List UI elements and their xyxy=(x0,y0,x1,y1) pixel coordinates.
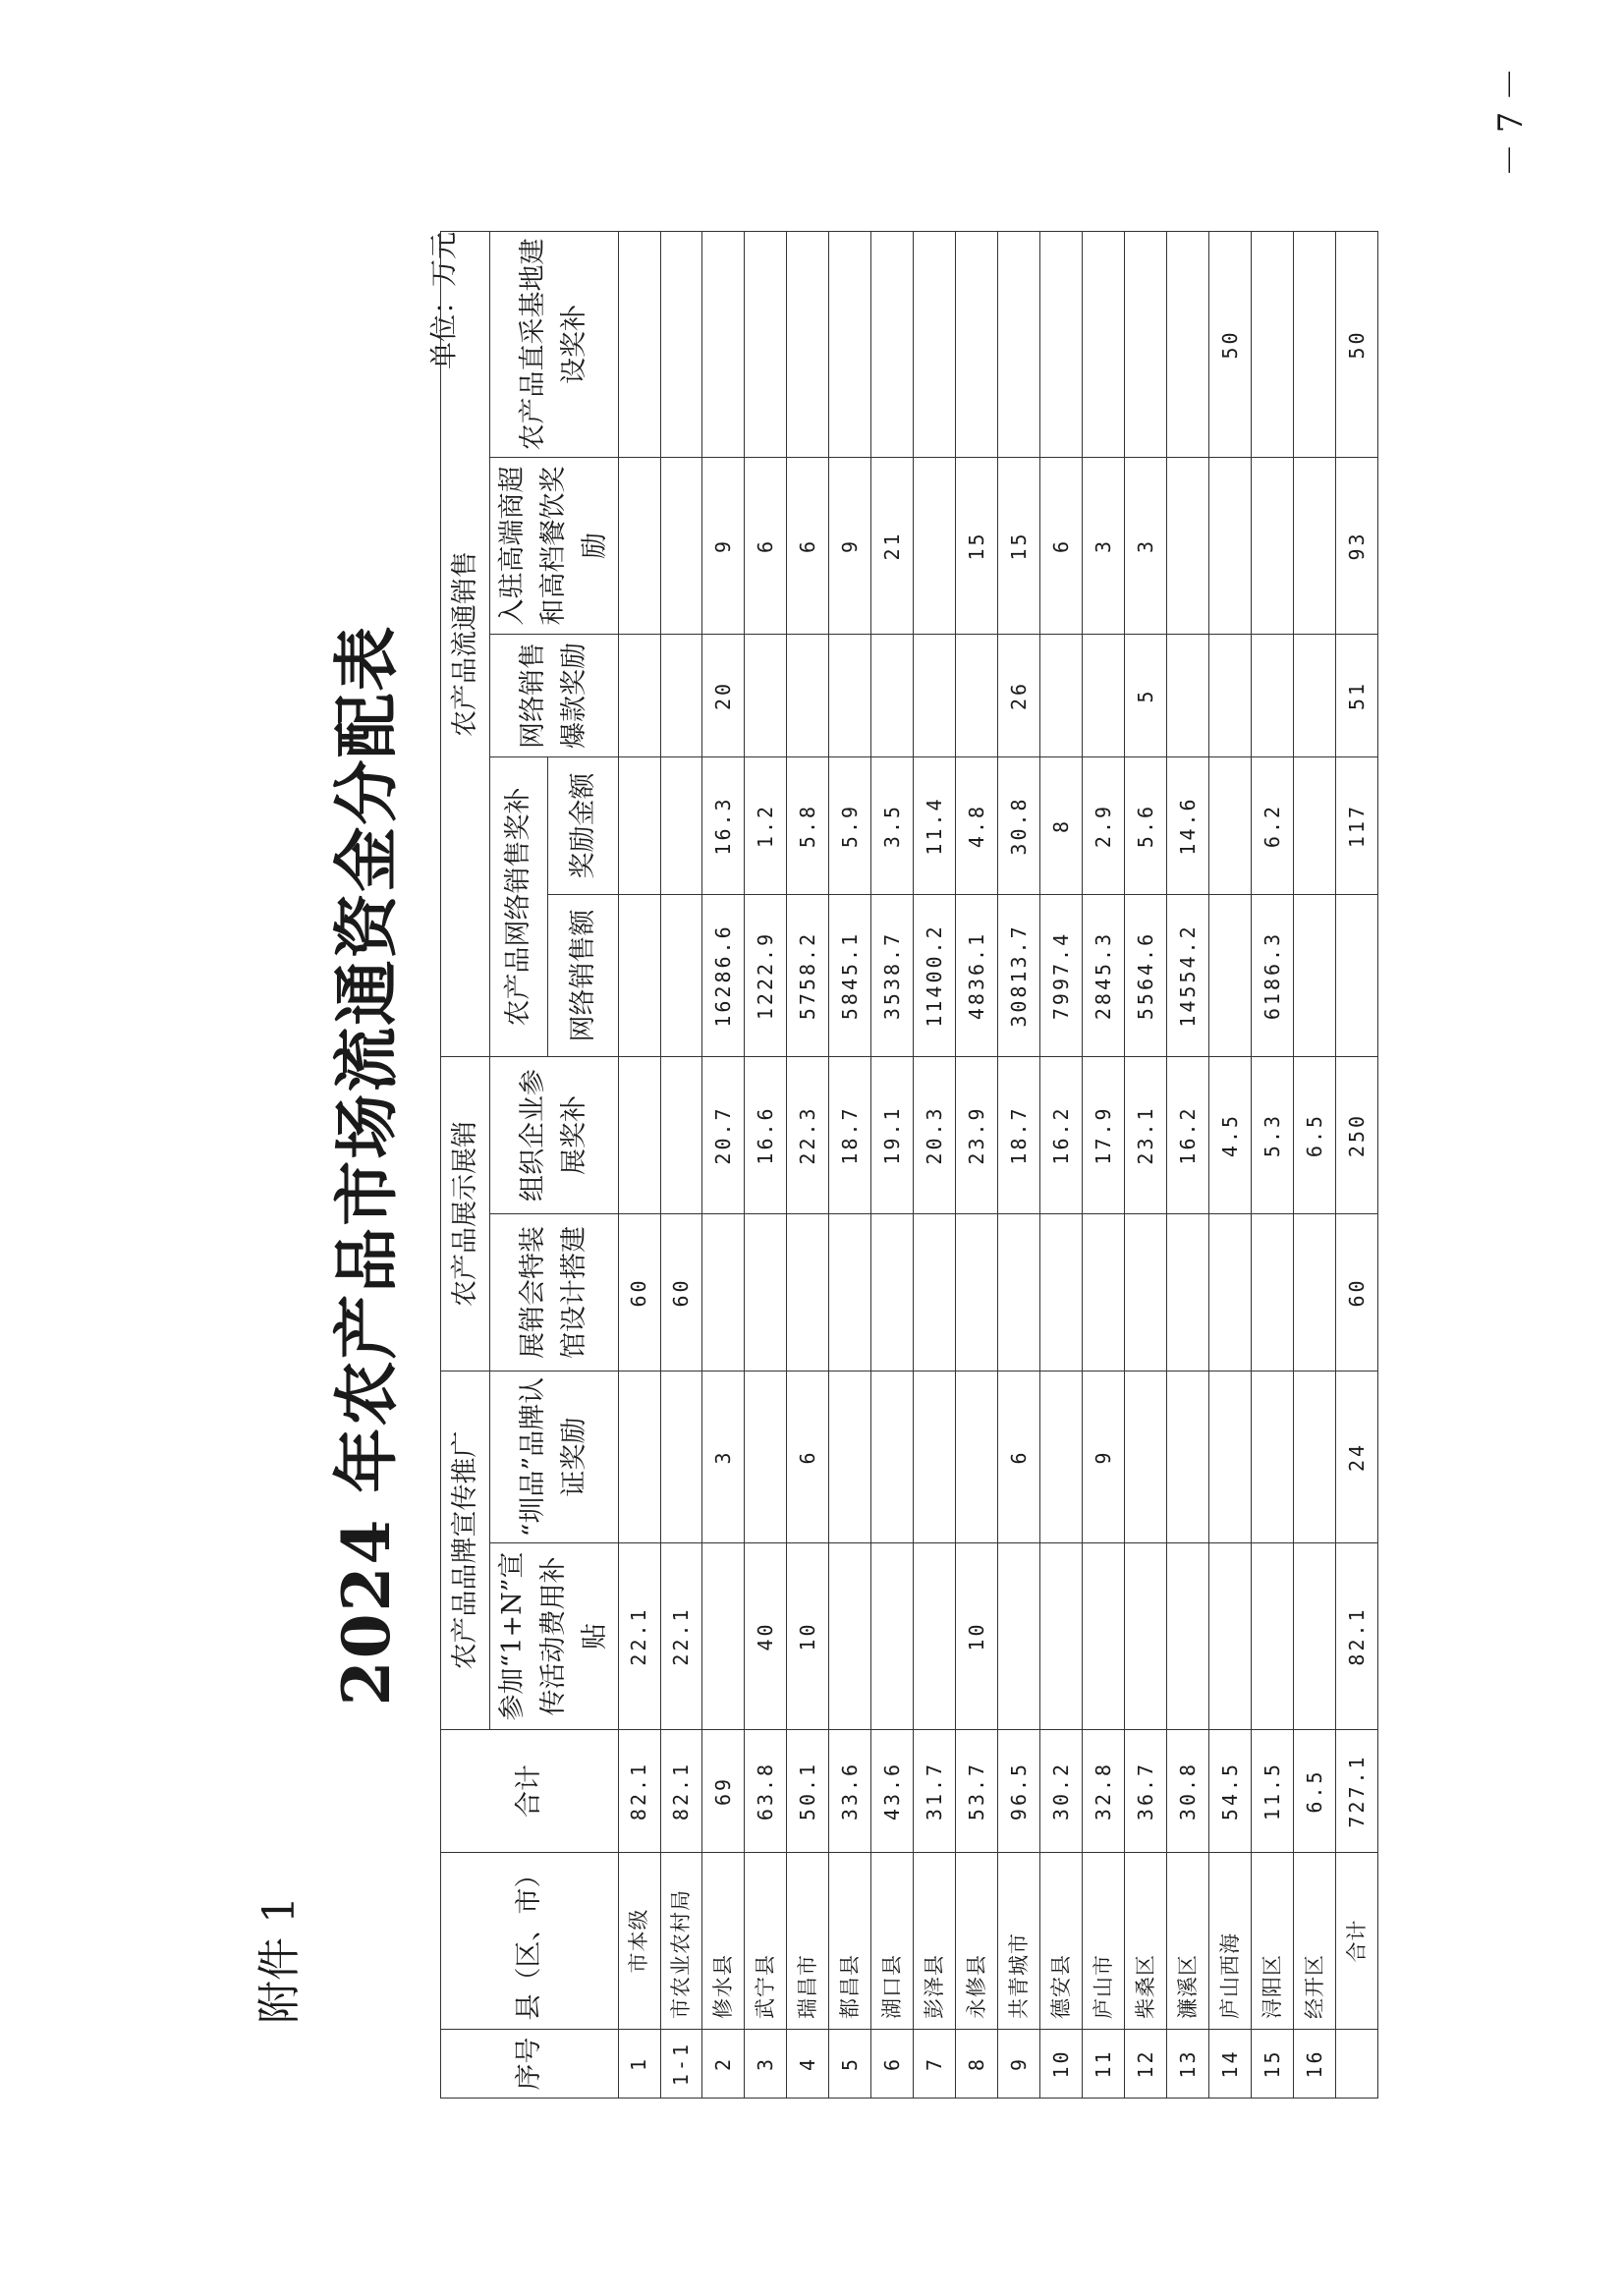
cell-sales: 4836.1 xyxy=(956,895,998,1057)
header-online-sales: 网络销售额 xyxy=(548,895,618,1057)
cell-sales: 6186.3 xyxy=(1252,895,1294,1057)
cell-pavilion xyxy=(1040,1214,1083,1371)
cell-1n: 22.1 xyxy=(660,1543,702,1730)
cell-xun xyxy=(618,1371,660,1543)
cell-total: 43.6 xyxy=(871,1730,914,1853)
cell-market: 9 xyxy=(702,458,745,635)
cell-hot xyxy=(871,635,914,757)
cell-pavilion xyxy=(1167,1214,1209,1371)
cell-expo: 17.9 xyxy=(1083,1057,1125,1214)
table-row xyxy=(1294,231,1336,2098)
cell-base: 50 xyxy=(1209,231,1252,457)
cell-1n xyxy=(914,1543,956,1730)
cell-county: 市本级 xyxy=(618,1853,660,2030)
cell-total: 33.6 xyxy=(829,1730,871,1853)
cell-hot: 20 xyxy=(702,635,745,757)
cell-xun xyxy=(914,1371,956,1543)
cell-market xyxy=(660,458,702,635)
cell-base xyxy=(618,231,660,457)
header-base-subsidy: 农产品直采基地建设奖补 xyxy=(490,231,619,457)
cell-base xyxy=(1252,231,1294,457)
table-row xyxy=(829,231,871,2098)
cell-seq: 13 xyxy=(1167,2030,1209,2099)
cell-xun xyxy=(660,1371,702,1543)
table-row xyxy=(956,231,998,2098)
table-row xyxy=(998,231,1040,2098)
cell-total: 82.1 xyxy=(660,1730,702,1853)
cell-county: 浔阳区 xyxy=(1252,1853,1294,2030)
cell-total: 31.7 xyxy=(914,1730,956,1853)
cell-sales: 14554.2 xyxy=(1167,895,1209,1057)
cell-county: 瑞昌市 xyxy=(787,1853,829,2030)
cell-expo: 19.1 xyxy=(871,1057,914,1214)
cell-hot xyxy=(618,635,660,757)
cell-market: 15 xyxy=(998,458,1040,635)
cell-expo: 16.6 xyxy=(745,1057,787,1214)
cell-base xyxy=(998,231,1040,457)
header-market-award: 入驻高端商超和高档餐饮奖励 xyxy=(490,458,619,635)
cell-base xyxy=(1083,231,1125,457)
cell-total: 32.8 xyxy=(1083,1730,1125,1853)
cell-sales: 30813.7 xyxy=(998,895,1040,1057)
header-1n-subsidy: 参加“1+N”宣传活动费用补贴 xyxy=(490,1543,619,1730)
cell-sales xyxy=(1294,895,1336,1057)
header-group-brand: 农产品品牌宣传推广 xyxy=(441,1371,490,1730)
cell-xun xyxy=(829,1371,871,1543)
cell-award: 2.9 xyxy=(1083,757,1125,895)
cell-total: 6.5 xyxy=(1294,1730,1336,1853)
cell-1n xyxy=(1294,1543,1336,1730)
cell-1n: 82.1 xyxy=(1336,1543,1378,1730)
cell-pavilion xyxy=(1125,1214,1167,1371)
cell-seq: 1 xyxy=(618,2030,660,2099)
table-row xyxy=(787,231,829,2098)
cell-base xyxy=(702,231,745,457)
cell-award: 3.5 xyxy=(871,757,914,895)
cell-market: 6 xyxy=(1040,458,1083,635)
cell-expo: 16.2 xyxy=(1167,1057,1209,1214)
cell-sales: 5564.6 xyxy=(1125,895,1167,1057)
cell-county: 合计 xyxy=(1336,1853,1378,2030)
cell-market xyxy=(1209,458,1252,635)
cell-pavilion xyxy=(745,1214,787,1371)
cell-seq: 12 xyxy=(1125,2030,1167,2099)
cell-county: 永修县 xyxy=(956,1853,998,2030)
cell-1n xyxy=(1125,1543,1167,1730)
table-row xyxy=(1167,231,1209,2098)
cell-1n xyxy=(1083,1543,1125,1730)
cell-seq: 16 xyxy=(1294,2030,1336,2099)
cell-base xyxy=(745,231,787,457)
cell-total: 53.7 xyxy=(956,1730,998,1853)
cell-sales xyxy=(1336,895,1378,1057)
table-row xyxy=(1209,231,1252,2098)
cell-award: 1.2 xyxy=(745,757,787,895)
cell-award xyxy=(1294,757,1336,895)
cell-pavilion xyxy=(871,1214,914,1371)
cell-award xyxy=(660,757,702,895)
cell-sales: 1222.9 xyxy=(745,895,787,1057)
cell-seq: 5 xyxy=(829,2030,871,2099)
cell-total: 82.1 xyxy=(618,1730,660,1853)
cell-xun xyxy=(1209,1371,1252,1543)
allocation-table xyxy=(440,231,1378,2099)
cell-hot xyxy=(1294,635,1336,757)
cell-seq xyxy=(1336,2030,1378,2099)
unit-label: 单位：万元 xyxy=(427,232,460,370)
cell-market: 9 xyxy=(829,458,871,635)
cell-seq: 11 xyxy=(1083,2030,1125,2099)
cell-seq: 10 xyxy=(1040,2030,1083,2099)
cell-1n: 10 xyxy=(956,1543,998,1730)
cell-xun: 24 xyxy=(1336,1371,1378,1543)
cell-expo xyxy=(660,1057,702,1214)
cell-sales: 11400.2 xyxy=(914,895,956,1057)
cell-county: 德安县 xyxy=(1040,1853,1083,2030)
cell-seq: 6 xyxy=(871,2030,914,2099)
cell-expo xyxy=(618,1057,660,1214)
cell-expo: 23.9 xyxy=(956,1057,998,1214)
header-group-exhibit: 农产品展示展销 xyxy=(441,1057,490,1371)
cell-1n xyxy=(702,1543,745,1730)
cell-market: 93 xyxy=(1336,458,1378,635)
cell-market xyxy=(1252,458,1294,635)
cell-pavilion xyxy=(1294,1214,1336,1371)
cell-award: 5.8 xyxy=(787,757,829,895)
cell-award: 5.9 xyxy=(829,757,871,895)
cell-award: 14.6 xyxy=(1167,757,1209,895)
cell-seq: 4 xyxy=(787,2030,829,2099)
cell-1n xyxy=(1040,1543,1083,1730)
cell-seq: 14 xyxy=(1209,2030,1252,2099)
header-pavilion: 展销会特装馆设计搭建 xyxy=(490,1214,619,1371)
cell-xun: 3 xyxy=(702,1371,745,1543)
table-row xyxy=(1125,231,1167,2098)
cell-hot xyxy=(829,635,871,757)
cell-1n: 22.1 xyxy=(618,1543,660,1730)
cell-market xyxy=(1294,458,1336,635)
cell-sales: 5845.1 xyxy=(829,895,871,1057)
cell-seq: 1-1 xyxy=(660,2030,702,2099)
cell-hot xyxy=(914,635,956,757)
cell-expo: 5.3 xyxy=(1252,1057,1294,1214)
cell-seq: 2 xyxy=(702,2030,745,2099)
cell-total: 54.5 xyxy=(1209,1730,1252,1853)
cell-county: 都昌县 xyxy=(829,1853,871,2030)
cell-1n xyxy=(829,1543,871,1730)
table-row xyxy=(1083,231,1125,2098)
cell-hot xyxy=(787,635,829,757)
cell-award: 4.8 xyxy=(956,757,998,895)
cell-hot xyxy=(1252,635,1294,757)
cell-expo: 18.7 xyxy=(998,1057,1040,1214)
cell-sales: 7997.4 xyxy=(1040,895,1083,1057)
cell-county: 彭泽县 xyxy=(914,1853,956,2030)
cell-xun: 6 xyxy=(787,1371,829,1543)
cell-county: 经开区 xyxy=(1294,1853,1336,2030)
header-total: 合计 xyxy=(441,1730,619,1853)
table-row xyxy=(1040,231,1083,2098)
cell-seq: 3 xyxy=(745,2030,787,2099)
cell-total: 727.1 xyxy=(1336,1730,1378,1853)
table-row xyxy=(702,231,745,2098)
cell-pavilion: 60 xyxy=(618,1214,660,1371)
table-row xyxy=(914,231,956,2098)
cell-market: 6 xyxy=(745,458,787,635)
cell-award: 8 xyxy=(1040,757,1083,895)
cell-1n xyxy=(1252,1543,1294,1730)
cell-total: 96.5 xyxy=(998,1730,1040,1853)
cell-county: 共青城市 xyxy=(998,1853,1040,2030)
cell-1n xyxy=(1167,1543,1209,1730)
cell-base xyxy=(1040,231,1083,457)
cell-award: 117 xyxy=(1336,757,1378,895)
cell-pavilion xyxy=(1083,1214,1125,1371)
cell-market xyxy=(914,458,956,635)
cell-hot xyxy=(1209,635,1252,757)
cell-xun xyxy=(956,1371,998,1543)
cell-market xyxy=(1167,458,1209,635)
cell-pavilion xyxy=(787,1214,829,1371)
cell-hot xyxy=(745,635,787,757)
cell-sales xyxy=(1209,895,1252,1057)
cell-hot: 51 xyxy=(1336,635,1378,757)
cell-sales xyxy=(618,895,660,1057)
cell-market: 21 xyxy=(871,458,914,635)
cell-seq: 7 xyxy=(914,2030,956,2099)
cell-hot xyxy=(660,635,702,757)
cell-expo: 22.3 xyxy=(787,1057,829,1214)
cell-seq: 8 xyxy=(956,2030,998,2099)
cell-total: 36.7 xyxy=(1125,1730,1167,1853)
cell-total: 30.2 xyxy=(1040,1730,1083,1853)
cell-xun xyxy=(1294,1371,1336,1543)
cell-expo: 16.2 xyxy=(1040,1057,1083,1214)
cell-expo: 23.1 xyxy=(1125,1057,1167,1214)
cell-pavilion xyxy=(1252,1214,1294,1371)
cell-pavilion: 60 xyxy=(660,1214,702,1371)
cell-market: 6 xyxy=(787,458,829,635)
cell-base xyxy=(914,231,956,457)
cell-award: 16.3 xyxy=(702,757,745,895)
cell-county: 庐山市 xyxy=(1083,1853,1125,2030)
cell-pavilion: 60 xyxy=(1336,1214,1378,1371)
cell-expo: 18.7 xyxy=(829,1057,871,1214)
cell-pavilion xyxy=(829,1214,871,1371)
header-seq: 序号 xyxy=(441,2030,619,2099)
cell-xun: 9 xyxy=(1083,1371,1125,1543)
cell-base xyxy=(660,231,702,457)
cell-expo: 4.5 xyxy=(1209,1057,1252,1214)
cell-hot xyxy=(956,635,998,757)
cell-base xyxy=(1125,231,1167,457)
cell-sales: 5758.2 xyxy=(787,895,829,1057)
cell-pavilion xyxy=(702,1214,745,1371)
header-online-subsidy: 农产品网络销售奖补 xyxy=(490,757,548,1057)
cell-hot: 5 xyxy=(1125,635,1167,757)
page-number: － 7 － xyxy=(1491,67,1531,177)
cell-county: 市农业农村局 xyxy=(660,1853,702,2030)
cell-hot xyxy=(1083,635,1125,757)
cell-award xyxy=(1209,757,1252,895)
cell-market xyxy=(618,458,660,635)
cell-county: 修水县 xyxy=(702,1853,745,2030)
cell-sales: 16286.6 xyxy=(702,895,745,1057)
cell-seq: 15 xyxy=(1252,2030,1294,2099)
cell-1n xyxy=(871,1543,914,1730)
cell-base xyxy=(871,231,914,457)
cell-market: 3 xyxy=(1083,458,1125,635)
table-row xyxy=(871,231,914,2098)
cell-market: 15 xyxy=(956,458,998,635)
header-hot-award: 网络销售爆款奖励 xyxy=(490,635,619,757)
cell-county: 柴桑区 xyxy=(1125,1853,1167,2030)
cell-base: 50 xyxy=(1336,231,1378,457)
cell-total: 11.5 xyxy=(1252,1730,1294,1853)
table-row xyxy=(660,231,702,2098)
cell-xun xyxy=(745,1371,787,1543)
cell-hot xyxy=(1167,635,1209,757)
cell-1n xyxy=(1209,1543,1252,1730)
cell-county: 湖口县 xyxy=(871,1853,914,2030)
cell-base xyxy=(956,231,998,457)
cell-total: 30.8 xyxy=(1167,1730,1209,1853)
cell-pavilion xyxy=(1209,1214,1252,1371)
cell-award: 30.8 xyxy=(998,757,1040,895)
cell-base xyxy=(1294,231,1336,457)
cell-seq: 9 xyxy=(998,2030,1040,2099)
header-group-circulation: 农产品流通销售 xyxy=(441,231,490,1056)
cell-total: 69 xyxy=(702,1730,745,1853)
cell-base xyxy=(787,231,829,457)
cell-expo: 20.7 xyxy=(702,1057,745,1214)
cell-award: 11.4 xyxy=(914,757,956,895)
cell-expo: 6.5 xyxy=(1294,1057,1336,1214)
cell-market: 3 xyxy=(1125,458,1167,635)
cell-expo: 250 xyxy=(1336,1057,1378,1214)
cell-xun xyxy=(1167,1371,1209,1543)
cell-sales xyxy=(660,895,702,1057)
table-row xyxy=(1336,231,1378,2098)
cell-expo: 20.3 xyxy=(914,1057,956,1214)
cell-award: 6.2 xyxy=(1252,757,1294,895)
cell-sales: 3538.7 xyxy=(871,895,914,1057)
cell-hot: 26 xyxy=(998,635,1040,757)
cell-county: 庐山西海 xyxy=(1209,1853,1252,2030)
cell-pavilion xyxy=(956,1214,998,1371)
cell-total: 50.1 xyxy=(787,1730,829,1853)
table-row xyxy=(1252,231,1294,2098)
rotated-page-content xyxy=(295,183,1405,2148)
table-row xyxy=(618,231,660,2098)
cell-county: 濂溪区 xyxy=(1167,1853,1209,2030)
cell-xun xyxy=(1040,1371,1083,1543)
cell-base xyxy=(829,231,871,457)
cell-1n: 40 xyxy=(745,1543,787,1730)
header-online-award: 奖励金额 xyxy=(548,757,618,895)
table-row xyxy=(745,231,787,2098)
document-title: 2024 年农产品市场流通资金分配表 xyxy=(328,624,405,1707)
cell-hot xyxy=(1040,635,1083,757)
cell-xun xyxy=(1252,1371,1294,1543)
header-expo-subsidy: 组织企业参展奖补 xyxy=(490,1057,619,1214)
cell-xun: 6 xyxy=(998,1371,1040,1543)
header-county: 县（区、市） xyxy=(441,1853,619,2030)
cell-award: 5.6 xyxy=(1125,757,1167,895)
cell-award xyxy=(618,757,660,895)
cell-1n: 10 xyxy=(787,1543,829,1730)
cell-total: 63.8 xyxy=(745,1730,787,1853)
cell-pavilion xyxy=(914,1214,956,1371)
header-xun-award: “圳品”品牌认证奖励 xyxy=(490,1371,619,1543)
cell-base xyxy=(1167,231,1209,457)
cell-pavilion xyxy=(998,1214,1040,1371)
cell-1n xyxy=(998,1543,1040,1730)
cell-county: 武宁县 xyxy=(745,1853,787,2030)
cell-xun xyxy=(871,1371,914,1543)
cell-xun xyxy=(1125,1371,1167,1543)
cell-sales: 2845.3 xyxy=(1083,895,1125,1057)
attachment-label: 附件 1 xyxy=(254,1896,305,2024)
